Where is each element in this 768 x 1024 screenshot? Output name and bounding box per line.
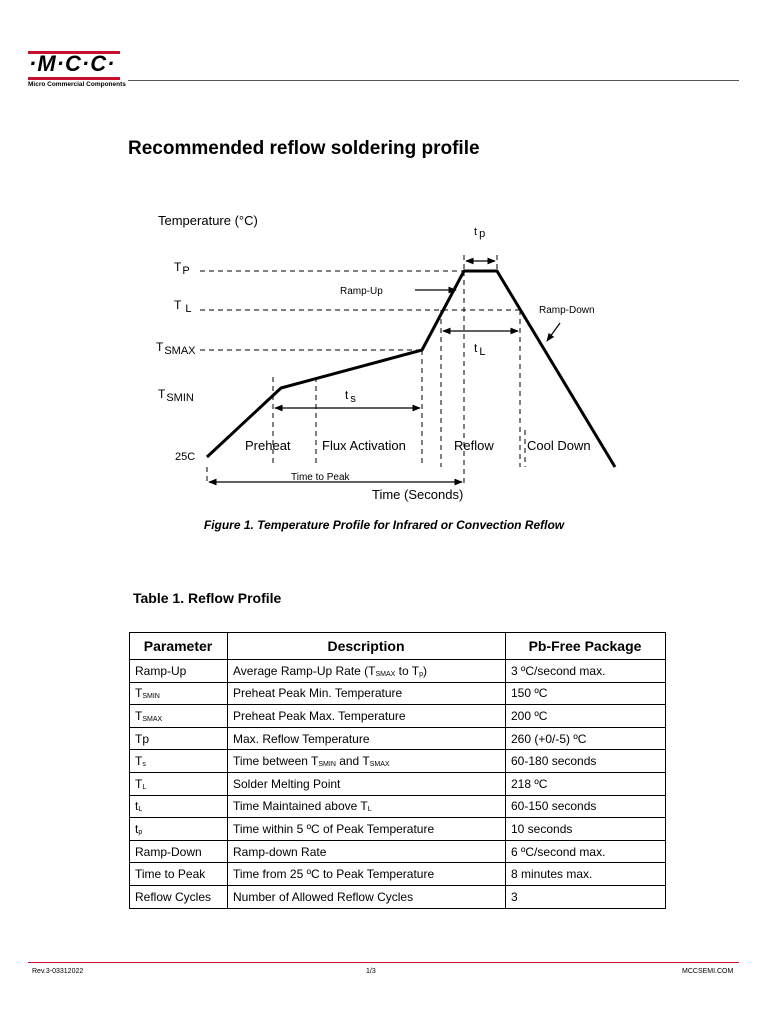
table-row	[130, 863, 666, 886]
description-cell: Solder Melting Point	[228, 772, 506, 795]
ramp-down-label: Ramp-Down	[539, 305, 595, 316]
figure-caption: Figure 1. Temperature Profile for Infrared or Convection Reflow	[203, 518, 565, 532]
table-row	[130, 727, 666, 750]
parameter-cell: TSMAX	[130, 705, 228, 728]
parameter-cell: Ts	[130, 750, 228, 773]
description-cell: Preheat Peak Min. Temperature	[228, 682, 506, 705]
footer-website: MCCSEMI.COM	[682, 968, 734, 975]
table-row	[130, 750, 666, 773]
footer-page-number: 1/3	[366, 968, 376, 975]
description-cell: Number of Allowed Reflow Cycles	[228, 885, 506, 908]
table-row	[130, 795, 666, 818]
description-cell: Time Maintained above TL	[228, 795, 506, 818]
page-title: Recommended reflow soldering profile	[128, 138, 480, 159]
ramp-up-label: Ramp-Up	[340, 286, 383, 297]
table-row	[130, 772, 666, 795]
table-row	[130, 885, 666, 908]
description-cell: Max. Reflow Temperature	[228, 727, 506, 750]
table-row	[130, 705, 666, 728]
phase-flux-activation-label: Flux Activation	[322, 438, 406, 453]
table-header-row	[130, 633, 666, 660]
reflow-profile-chart	[150, 205, 630, 510]
value-cell: 60-150 seconds	[506, 795, 666, 818]
value-cell: 200 ºC	[506, 705, 666, 728]
value-cell: 10 seconds	[506, 818, 666, 841]
parameter-cell: tL	[130, 795, 228, 818]
parameter-cell: Time to Peak	[130, 863, 228, 886]
logo-subtitle: Micro Commercial Components	[28, 81, 126, 88]
column-header: Pb-Free Package	[506, 633, 666, 660]
description-cell: Time from 25 ºC to Peak Temperature	[228, 863, 506, 886]
tl-level-label: T L	[174, 298, 192, 315]
time-to-peak-label: Time to Peak	[291, 472, 350, 483]
parameter-cell: TSMIN	[130, 682, 228, 705]
table-title: Table 1. Reflow Profile	[133, 590, 282, 606]
parameter-cell: tp	[130, 818, 228, 841]
value-cell: 6 ºC/second max.	[506, 840, 666, 863]
parameter-cell: TL	[130, 772, 228, 795]
logo-bottom-bar	[28, 77, 120, 80]
description-cell: Average Ramp-Up Rate (TSMAX to Tp)	[228, 660, 506, 683]
parameter-cell: Reflow Cycles	[130, 885, 228, 908]
parameter-cell: Ramp-Up	[130, 660, 228, 683]
table-row	[130, 840, 666, 863]
y-axis-label: Temperature (°C)	[158, 213, 258, 228]
tp-duration-label: t p	[474, 226, 486, 240]
tsmin-level-label: TSMIN	[158, 387, 194, 404]
table-row	[130, 682, 666, 705]
column-header: Parameter	[130, 633, 228, 660]
value-cell: 260 (+0/-5) ºC	[506, 727, 666, 750]
phase-reflow-label: Reflow	[454, 438, 494, 453]
x-axis-label: Time (Seconds)	[372, 487, 464, 502]
description-cell: Time within 5 ºC of Peak Temperature	[228, 818, 506, 841]
value-cell: 3 ºC/second max.	[506, 660, 666, 683]
value-cell: 150 ºC	[506, 682, 666, 705]
value-cell: 3	[506, 885, 666, 908]
ramp-down-pointer	[547, 323, 560, 341]
footer-rule	[28, 962, 739, 963]
description-cell: Preheat Peak Max. Temperature	[228, 705, 506, 728]
tl-duration-label: t L	[474, 341, 486, 358]
description-cell: Time between TSMIN and TSMAX	[228, 750, 506, 773]
tsmax-level-label: TSMAX	[156, 340, 196, 357]
value-cell: 60-180 seconds	[506, 750, 666, 773]
base-temp-label: 25C	[175, 451, 196, 463]
table-row	[130, 818, 666, 841]
parameter-cell: Ramp-Down	[130, 840, 228, 863]
value-cell: 8 minutes max.	[506, 863, 666, 886]
phase-cool-down-label: Cool Down	[527, 438, 591, 453]
ts-duration-label: t s	[345, 388, 356, 405]
phase-preheat-label: Preheat	[245, 438, 291, 453]
company-logo: ·M·C·C·	[29, 51, 116, 76]
footer-revision: Rev.3-03312022	[32, 968, 84, 975]
parameter-cell: Tp	[130, 727, 228, 750]
reflow-profile-table	[129, 632, 666, 909]
value-cell: 218 ºC	[506, 772, 666, 795]
table-body	[130, 660, 666, 909]
table-row	[130, 660, 666, 683]
header-rule	[128, 80, 739, 81]
column-header: Description	[228, 633, 506, 660]
tp-level-label: TP	[174, 260, 190, 277]
description-cell: Ramp-down Rate	[228, 840, 506, 863]
